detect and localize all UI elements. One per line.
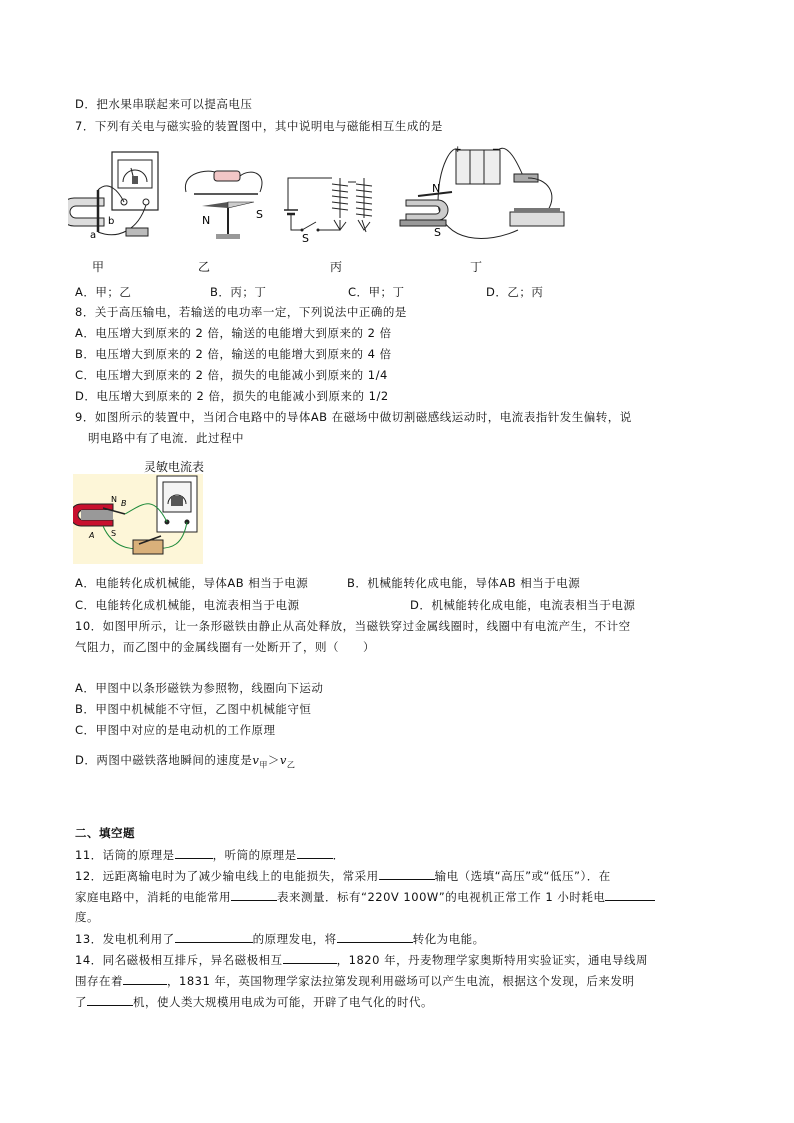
q11-text-c: ． [332,848,345,862]
q12-text-l1b: 输电（选填“高压”或“低压”）．在 [434,869,611,883]
q7-option-b: B．丙；丁 [210,285,267,299]
q9-option-d: D．机械能转化成电能，电流表相当于电源 [410,598,636,612]
q9-stem-line1: 9．如图所示的装置中，当闭合电路中的导体AB 在磁场中做切割磁感线运动时，电流表指针发生偏转，说 [75,410,632,424]
q10-option-d [75,752,295,773]
label-S-bing: S [302,232,309,242]
q10-option-a: A．甲图中以条形磁铁为参照物，线圈向下运动 [75,681,324,695]
gt-symbol: ＞ [267,753,280,767]
q13-blank-2[interactable] [337,930,413,943]
q13-text-a: 13．发电机利用了 [75,932,175,946]
q10-option-d-text: D．两图中磁铁落地瞬间的速度是 [75,753,253,767]
q12-line3: 度。 [75,910,99,924]
q12-line2 [75,888,655,905]
label-minus: − [492,145,500,155]
q14-text-l1b: ，1820 年，丹麦物理学家奥斯特用实验证实，通电导线周 [336,953,649,967]
label-N-yi: N [202,214,211,227]
q11-blank-2[interactable] [297,846,333,859]
q10-option-c: C．甲图中对应的是电动机的工作原理 [75,723,276,737]
q12-text-l1a: 12．远距离输电时为了减少输电线上的电能损失，常采用 [75,869,379,883]
q9-option-a: A．电能转化成机械能，导体AB 相当于电源 [75,576,309,590]
q14-blank-1[interactable] [283,951,337,964]
label-plus: + [454,145,462,155]
caption-jia: 甲 [92,260,105,274]
q7-option-d: D．乙；丙 [486,285,544,299]
label-S-ding: S [434,226,441,239]
q8-option-c: C．电压增大到原来的 2 倍，损失的电能减小到原来的 1/4 [75,368,388,382]
q9-label-A: A [89,531,95,540]
q12-line1 [75,867,611,884]
label-N-ding: N [432,182,441,195]
q14-line2 [75,972,634,989]
caption-ding: 丁 [470,260,483,274]
q14-text-l3b: 机，使人类大规模用电成为可能，开辟了电气化的时代。 [133,995,433,1009]
q9-label-S: S [111,529,117,538]
q13 [75,930,485,947]
q14-text-l2a: 围存在着 [75,974,123,988]
q12-blank-2[interactable] [231,888,277,901]
q9-stem-line2: 明电路中有了电流．此过程中 [88,431,244,445]
q11-text-a: 11．话筒的原理是 [75,848,175,862]
q9-option-c: C．电能转化成机械能，电流表相当于电源 [75,598,300,612]
q12-blank-3[interactable] [605,888,655,901]
q7-option-c: C．甲；丁 [348,285,405,299]
sub-jia: 甲 [259,760,268,770]
q8-stem: 8．关于高压输电，若输送的电功率一定，下列说法中正确的是 [75,305,407,319]
q11 [75,846,345,863]
q9-option-b: B．机械能转化成电能，导体AB 相当于电源 [347,576,581,590]
q11-text-b: ，听筒的原理是 [212,848,297,862]
q14-blank-3[interactable] [87,993,133,1006]
q8-option-a: A．电压增大到原来的 2 倍，输送的电能增大到原来的 2 倍 [75,326,392,340]
q14-blank-2[interactable] [123,972,167,985]
v-symbol-1: v [252,753,260,767]
q9-figure [73,474,203,564]
q12-text-l2a: 家庭电路中，消耗的电能常用 [75,890,231,904]
section-title-fill-in: 二、填空题 [75,826,135,840]
q9-label-B: B [121,499,127,508]
q7-stem: 7．下列有关电与磁实验的装置图中，其中说明电与磁能相互生成的是 [75,119,443,133]
q9-label-N: N [111,495,117,504]
label-a: a [90,230,97,241]
caption-yi: 乙 [198,260,211,274]
q13-text-c: 转化为电能。 [412,932,485,946]
q10-option-b: B．甲图中机械能不守恒，乙图中机械能守恒 [75,702,312,716]
q12-blank-1[interactable] [379,867,435,880]
q11-blank-1[interactable] [175,846,213,859]
q14-text-l2b: ，1831 年，英国物理学家法拉第发现利用磁场可以产生电流，根据这个发现，后来发明 [167,974,635,988]
q10-stem-line1: 10．如图甲所示，让一条形磁铁由静止从高处释放，当磁铁穿过金属线圈时，线圈中有电流产生，不计空 [75,619,631,633]
q14-text-l1a: 14．同名磁极相互排斥，异名磁极相互 [75,953,283,967]
q7-figure-bing [284,172,384,242]
q7-figure-ding [398,144,574,248]
q7-option-a: A．甲；乙 [75,285,132,299]
q8-option-b: B．电压增大到原来的 2 倍，输送的电能增大到原来的 4 倍 [75,347,392,361]
label-S-yi: S [256,208,263,221]
q13-text-b: 的原理发电，将 [252,932,337,946]
q8-option-d: D．电压增大到原来的 2 倍，损失的电能减小到原来的 1/2 [75,389,389,403]
q9-figure-title: 灵敏电流表 [144,460,205,474]
q10-stem-line2: 气阻力，而乙图中的金属线圈有一处断开了，则（ ） [75,640,375,654]
q14-line3 [75,993,433,1010]
q13-blank-1[interactable] [175,930,253,943]
sub-yi: 乙 [286,760,296,770]
q6-option-d: D．把水果串联起来可以提高电压 [75,97,253,111]
q14-text-l3a: 了 [75,995,87,1009]
q7-figure-jia [68,150,168,242]
q14-line1 [75,951,648,968]
q12-text-l2b: 表来测量．标有“220V 100W”的电视机正常工作 1 小时耗电 [277,890,606,904]
q7-figure-yi [180,162,270,244]
v-symbol-2: v [279,753,287,767]
caption-bing: 丙 [330,260,343,274]
label-b: b [108,216,115,227]
